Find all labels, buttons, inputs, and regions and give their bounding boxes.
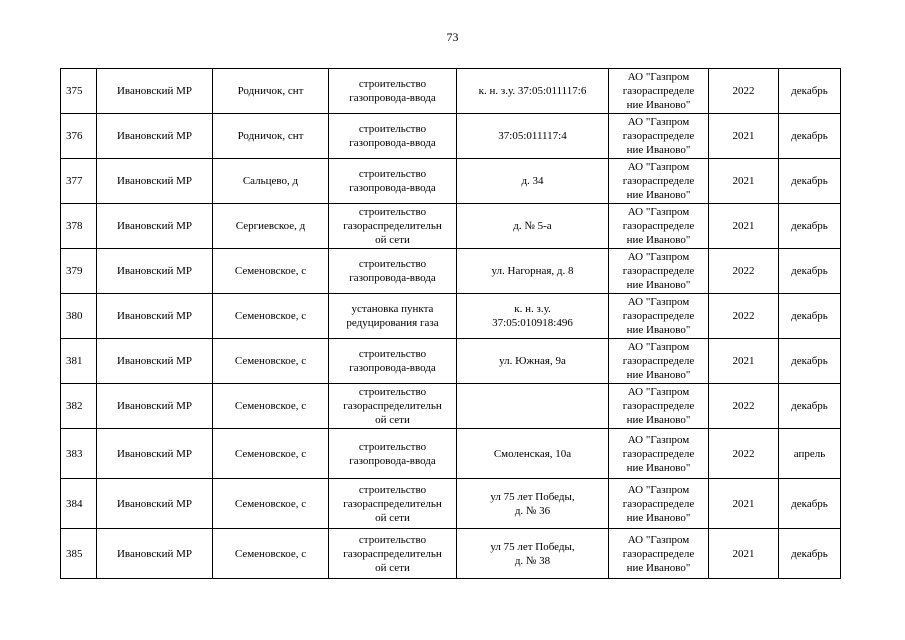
table-row [61,384,841,429]
table-row [61,69,841,114]
row-number-cell: 376 [61,114,97,159]
address-cell: ул 75 лет Победы, д. № 36 [457,479,609,529]
work-type-cell: установка пункта редуцирования газа [329,294,457,339]
district-cell: Ивановский МР [97,69,213,114]
address-cell: д. № 5-а [457,204,609,249]
row-number-cell: 381 [61,339,97,384]
settlement-cell: Родничок, снт [213,69,329,114]
district-cell: Ивановский МР [97,204,213,249]
month-cell: декабрь [779,204,841,249]
owner-cell: АО "Газпром газораспределе ние Иваново" [609,159,709,204]
year-cell: 2022 [709,429,779,479]
address-cell: 37:05:011117:4 [457,114,609,159]
row-number-cell: 377 [61,159,97,204]
work-type-cell: строительство газопровода-ввода [329,249,457,294]
address-cell: к. н. з.у. 37:05:011117:6 [457,69,609,114]
month-cell: декабрь [779,529,841,579]
work-type-cell: строительство газораспределительн ой сети [329,529,457,579]
work-type-cell: строительство газораспределительн ой сети [329,479,457,529]
district-cell: Ивановский МР [97,159,213,204]
row-number-cell: 378 [61,204,97,249]
settlement-cell: Семеновское, с [213,384,329,429]
table-row [61,479,841,529]
table-row [61,294,841,339]
work-type-cell: строительство газопровода-ввода [329,159,457,204]
owner-cell: АО "Газпром газораспределе ние Иваново" [609,249,709,294]
table-row [61,429,841,479]
work-type-cell: строительство газопровода-ввода [329,69,457,114]
owner-cell: АО "Газпром газораспределе ние Иваново" [609,479,709,529]
district-cell: Ивановский МР [97,294,213,339]
settlement-cell: Семеновское, с [213,429,329,479]
work-type-cell: строительство газопровода-ввода [329,339,457,384]
row-number-cell: 380 [61,294,97,339]
address-cell: ул. Нагорная, д. 8 [457,249,609,294]
settlement-cell: Семеновское, с [213,249,329,294]
row-number-cell: 382 [61,384,97,429]
month-cell: декабрь [779,69,841,114]
table-row [61,249,841,294]
year-cell: 2021 [709,529,779,579]
month-cell: декабрь [779,339,841,384]
address-cell: ул. Южная, 9а [457,339,609,384]
row-number-cell: 375 [61,69,97,114]
work-type-cell: строительство газопровода-ввода [329,114,457,159]
year-cell: 2022 [709,294,779,339]
owner-cell: АО "Газпром газораспределе ние Иваново" [609,204,709,249]
month-cell: апрель [779,429,841,479]
owner-cell: АО "Газпром газораспределе ние Иваново" [609,294,709,339]
address-cell: д. 34 [457,159,609,204]
row-number-cell: 384 [61,479,97,529]
row-number-cell: 379 [61,249,97,294]
month-cell: декабрь [779,249,841,294]
district-cell: Ивановский МР [97,339,213,384]
district-cell: Ивановский МР [97,479,213,529]
month-cell: декабрь [779,159,841,204]
owner-cell: АО "Газпром газораспределе ние Иваново" [609,429,709,479]
settlement-cell: Родничок, снт [213,114,329,159]
table-row [61,159,841,204]
owner-cell: АО "Газпром газораспределе ние Иваново" [609,339,709,384]
table-row [61,204,841,249]
owner-cell: АО "Газпром газораспределе ние Иваново" [609,529,709,579]
page-number: 73 [446,30,459,44]
year-cell: 2021 [709,114,779,159]
settlement-cell: Семеновское, с [213,529,329,579]
row-number-cell: 385 [61,529,97,579]
month-cell: декабрь [779,384,841,429]
month-cell: декабрь [779,479,841,529]
row-number-cell: 383 [61,429,97,479]
table-row [61,114,841,159]
year-cell: 2022 [709,249,779,294]
work-type-cell: строительство газораспределительн ой сети [329,204,457,249]
district-cell: Ивановский МР [97,384,213,429]
year-cell: 2021 [709,339,779,384]
table-row [61,339,841,384]
owner-cell: АО "Газпром газораспределе ние Иваново" [609,69,709,114]
month-cell: декабрь [779,294,841,339]
owner-cell: АО "Газпром газораспределе ние Иваново" [609,384,709,429]
year-cell: 2021 [709,159,779,204]
address-cell: к. н. з.у. 37:05:010918:496 [457,294,609,339]
address-cell: ул 75 лет Победы, д. № 38 [457,529,609,579]
settlement-cell: Сальцево, д [213,159,329,204]
work-type-cell: строительство газораспределительн ой сети [329,384,457,429]
settlement-cell: Семеновское, с [213,294,329,339]
gas-works-table [60,68,841,579]
year-cell: 2022 [709,69,779,114]
address-cell [457,384,609,429]
settlement-cell: Семеновское, с [213,479,329,529]
table-row [61,529,841,579]
owner-cell: АО "Газпром газораспределе ние Иваново" [609,114,709,159]
district-cell: Ивановский МР [97,114,213,159]
month-cell: декабрь [779,114,841,159]
address-cell: Смоленская, 10а [457,429,609,479]
district-cell: Ивановский МР [97,429,213,479]
district-cell: Ивановский МР [97,529,213,579]
year-cell: 2021 [709,204,779,249]
year-cell: 2022 [709,384,779,429]
settlement-cell: Семеновское, с [213,339,329,384]
settlement-cell: Сергиевское, д [213,204,329,249]
year-cell: 2021 [709,479,779,529]
district-cell: Ивановский МР [97,249,213,294]
work-type-cell: строительство газопровода-ввода [329,429,457,479]
